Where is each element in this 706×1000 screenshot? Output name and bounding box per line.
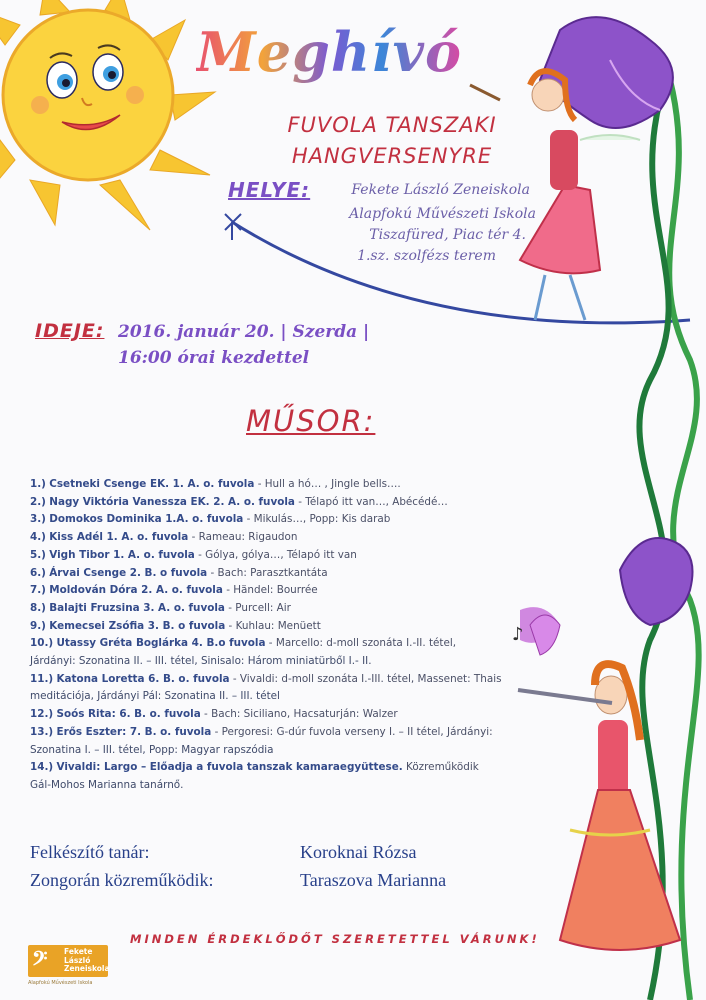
program-item-continuation: meditációja, Járdányi Pál: Szonatina II. – III. tétel	[30, 690, 280, 703]
date-label: IDEJE:	[35, 320, 105, 342]
program-item-performer: Vivaldi: Largo – Előadja a fuvola tanszak kamaraegyüttese.	[56, 761, 403, 774]
program-item-number: 1.)	[30, 478, 46, 490]
poster-subtitle-line1: FUVOLA TANSZAKI	[287, 113, 497, 137]
program-item	[30, 565, 520, 583]
program-item-number: 10.)	[30, 637, 54, 650]
program-item-pieces: - Bach: Siciliano, Hacsaturján: Walzer	[200, 708, 398, 721]
program-item-pieces: - Kuhlau: Menüett	[225, 619, 321, 632]
logo-text: Fekete László Zeneiskola	[64, 947, 110, 974]
program-item-number: 5.)	[30, 548, 46, 561]
program-item-pieces: - Hull a hó… , Jingle bells….	[254, 478, 401, 490]
program-item-continuation: Gál-Mohos Marianna tanárnő.	[30, 778, 184, 791]
program-item-performer: Katona Loretta 6. B. o. fuvola	[56, 672, 230, 685]
program-item-number: 14.)	[30, 761, 54, 774]
piano-name: Taraszova Marianna	[300, 870, 447, 890]
date-text: 2016. január 20. | Szerda |	[118, 322, 370, 342]
program-item	[30, 529, 520, 547]
program-item-performer: Balajti Fruzsina 3. A. o. fuvola	[49, 601, 225, 614]
program-item-number: 3.)	[30, 513, 46, 526]
svg-text:♪: ♪	[512, 624, 524, 645]
program-item	[30, 759, 520, 777]
logo-subtext: Alapfokú Művészeti Iskola	[28, 980, 93, 986]
program-item	[30, 476, 520, 494]
program-item	[30, 635, 520, 653]
program-item	[30, 600, 520, 618]
program-item-number: 12.)	[30, 708, 54, 721]
poster-subtitle-line2: HANGVERSENYRE	[291, 144, 493, 168]
program-item-number: 2.)	[30, 495, 46, 508]
time-text: 16:00 órai kezdettel	[118, 348, 310, 368]
program-item-pieces: Közreműködik	[402, 761, 479, 774]
teacher-label: Felkészítő tanár:	[30, 842, 150, 862]
program-item-pieces: - Bach: Parasztkantáta	[207, 566, 328, 579]
program-item	[30, 494, 520, 512]
program-item-performer: Erős Eszter: 7. B. o. fuvola	[56, 725, 212, 738]
program-item-number: 7.)	[30, 584, 46, 597]
program-item	[30, 547, 520, 565]
venue-line: 1.sz. szolfézs terem	[357, 248, 496, 264]
program-heading: MŰSOR:	[246, 404, 376, 438]
program-item	[30, 724, 520, 742]
program-item-performer: Csetneki Csenge EK. 1. A. o. fuvola	[49, 478, 255, 490]
program-item-pieces: - Gólya, gólya…, Télapó itt van	[194, 548, 357, 561]
program-item-number: 8.)	[30, 601, 46, 614]
program-item	[30, 706, 520, 724]
invitation-footer: MINDEN ÉRDEKLŐDŐT SZERETETTEL VÁRUNK!	[130, 932, 540, 946]
program-item-performer: Vigh Tibor 1. A. o. fuvola	[49, 548, 195, 561]
program-item-number: 13.)	[30, 725, 54, 738]
program-item-number: 4.)	[30, 531, 46, 544]
program-item-performer: Moldován Dóra 2. A. o. fuvola	[49, 584, 223, 597]
program-item	[30, 671, 520, 689]
bass-clef-icon: 𝄢	[32, 947, 48, 975]
program-item-performer: Soós Rita: 6. B. o. fuvola	[56, 708, 201, 721]
program-item-pieces: - Vivaldi: d-moll szonáta I.-III. tétel, Massenet: Thais	[229, 672, 502, 685]
venue-label: HELYE:	[228, 178, 311, 202]
piano-label: Zongorán közreműködik:	[30, 870, 214, 890]
program-item-performer: Domokos Dominika 1.A. o. fuvola	[49, 513, 244, 526]
program-item-performer: Árvai Csenge 2. B. o fuvola	[49, 566, 208, 579]
poster-title: Meghívó	[196, 20, 463, 84]
program-item-pieces: - Rameau: Rigaudon	[188, 531, 298, 544]
program-item-pieces: - Pergoresi: G-dúr fuvola verseny I. – II tétel, Járdányi:	[211, 725, 493, 738]
program-item	[30, 582, 520, 600]
program-item	[30, 618, 520, 636]
program-item-number: 11.)	[30, 672, 54, 685]
program-item-performer: Kemecsei Zsófia 3. B. o fuvola	[49, 619, 226, 632]
program-item-pieces: - Mikulás…, Popp: Kis darab	[243, 513, 391, 526]
venue-line: Tiszafüred, Piac tér 4.	[369, 227, 526, 243]
program-item-continuation: Járdányi: Szonatina II. – III. tétel, Sinisalo: Három miniatürből I.- II.	[30, 655, 372, 668]
program-item-performer: Kiss Adél 1. A. o. fuvola	[49, 531, 189, 544]
program-item	[30, 511, 520, 529]
program-item-pieces: - Händel: Bourrée	[222, 584, 318, 597]
program-item-number: 9.)	[30, 619, 46, 632]
program-list	[30, 476, 520, 795]
program-item-performer: Utassy Gréta Boglárka 4. B.o fuvola	[56, 637, 266, 650]
program-item-number: 6.)	[30, 566, 46, 579]
venue-line: Alapfokú Művészeti Iskola	[349, 206, 536, 222]
teacher-name: Koroknai Rózsa	[300, 842, 417, 862]
program-item-performer: Nagy Viktória Vanessza EK. 2. A. o. fuvola	[49, 495, 295, 508]
program-item-pieces: - Télapó itt van…, Abécédé…	[294, 495, 448, 508]
school-logo	[28, 945, 108, 977]
program-item-pieces: - Purcell: Air	[224, 601, 291, 614]
program-item-continuation: Szonatina I. – III. tétel, Popp: Magyar rapszódia	[30, 743, 274, 756]
venue-line: Fekete László Zeneiskola	[351, 182, 530, 198]
program-item-pieces: - Marcello: d-moll szonáta I.-II. tétel,	[265, 637, 457, 650]
